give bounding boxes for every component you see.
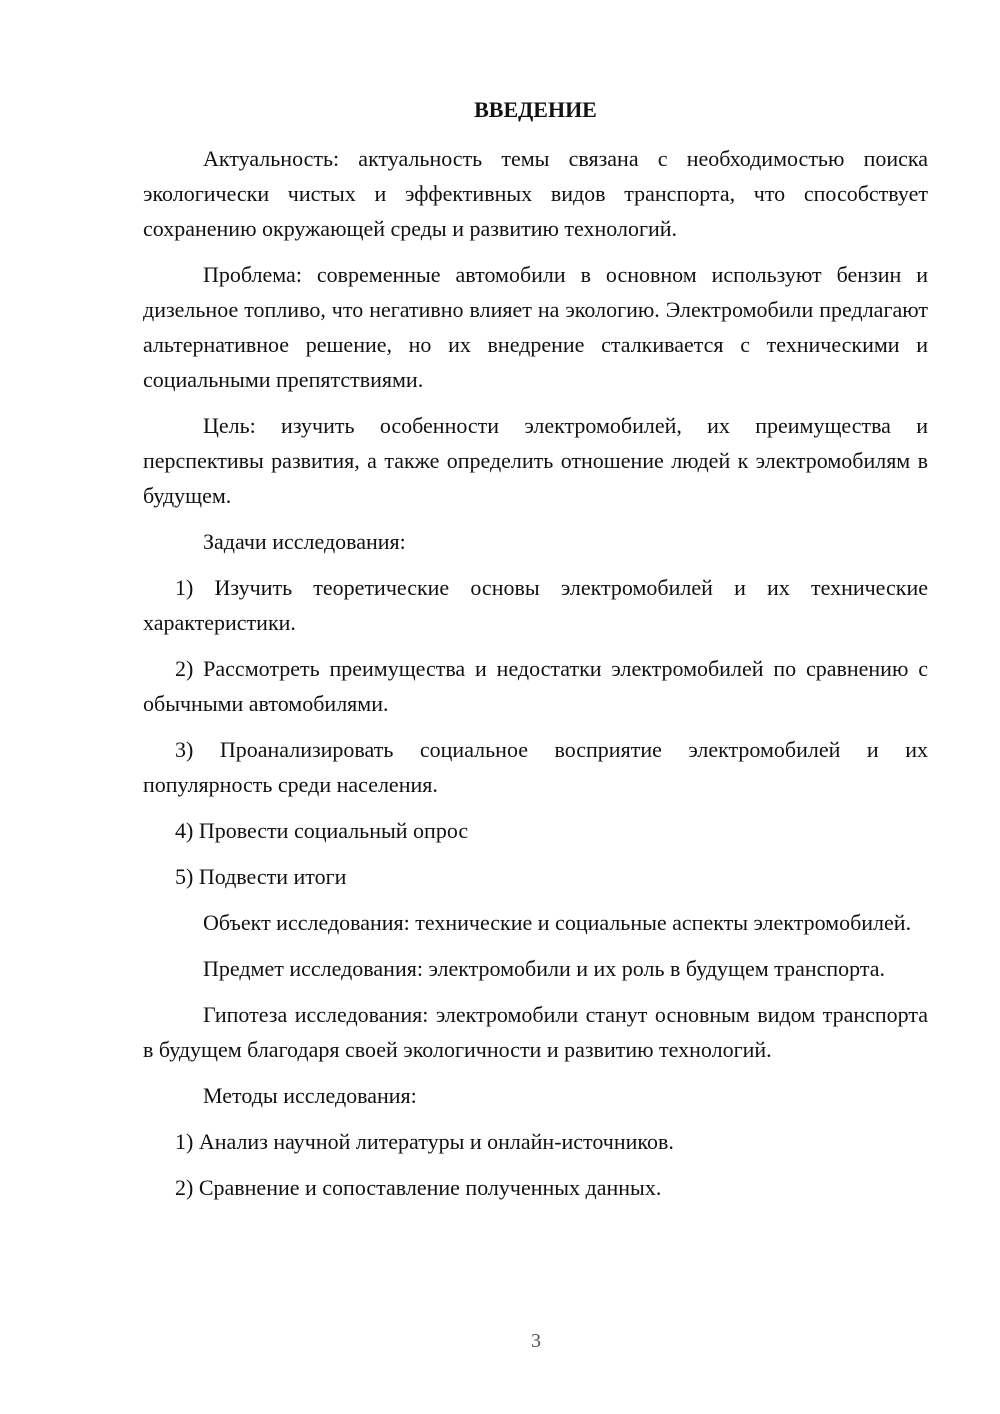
list-item-method-2: 2) Сравнение и сопоставление полученных данных. <box>175 1175 662 1200</box>
paragraph-subject: Предмет исследования: электромобили и их роль в будущем транспорта. <box>203 956 885 981</box>
list-item-task-3: 3) Проанализировать социальное восприятие электромобилей и их популярность среди населения. <box>143 737 928 797</box>
list-item-task-1: 1) Изучить теоретические основы электромобилей и их технические характеристики. <box>143 575 928 635</box>
paragraph-problem: Проблема: современные автомобили в основном используют бензин и дизельное топливо, что негативно влияет на экологию. Электромобили предлагают альтернативное решение, но их внедрение сталкивается с техническими и социальными препятствиями. <box>143 262 928 392</box>
document-page <box>143 92 928 1216</box>
page-number: 3 <box>531 1330 541 1352</box>
list-item-task-2: 2) Рассмотреть преимущества и недостатки электромобилей по сравнению с обычными автомобилями. <box>143 656 928 716</box>
page-title: ВВЕДЕНИЕ <box>474 97 597 122</box>
paragraph-goal: Цель: изучить особенности электромобилей, их преимущества и перспективы развития, а также определить отношение людей к электромобилям в будущем. <box>143 413 928 508</box>
paragraph-methods-heading: Методы исследования: <box>203 1083 417 1108</box>
list-item-task-5: 5) Подвести итоги <box>175 864 347 889</box>
paragraph-object: Объект исследования: технические и социальные аспекты электромобилей. <box>203 910 912 935</box>
paragraph-relevance: Актуальность: актуальность темы связана с необходимостью поиска экологически чистых и эффективных видов транспорта, что способствует сохранению окружающей среды и развитию технологий. <box>143 146 928 241</box>
list-item-task-4: 4) Провести социальный опрос <box>175 818 469 843</box>
paragraph-hypothesis: Гипотеза исследования: электромобили станут основным видом транспорта в будущем благодаря своей экологичности и развитию технологий. <box>143 1002 928 1062</box>
paragraph-tasks-heading: Задачи исследования: <box>203 529 406 554</box>
list-item-method-1: 1) Анализ научной литературы и онлайн-источников. <box>175 1129 674 1154</box>
